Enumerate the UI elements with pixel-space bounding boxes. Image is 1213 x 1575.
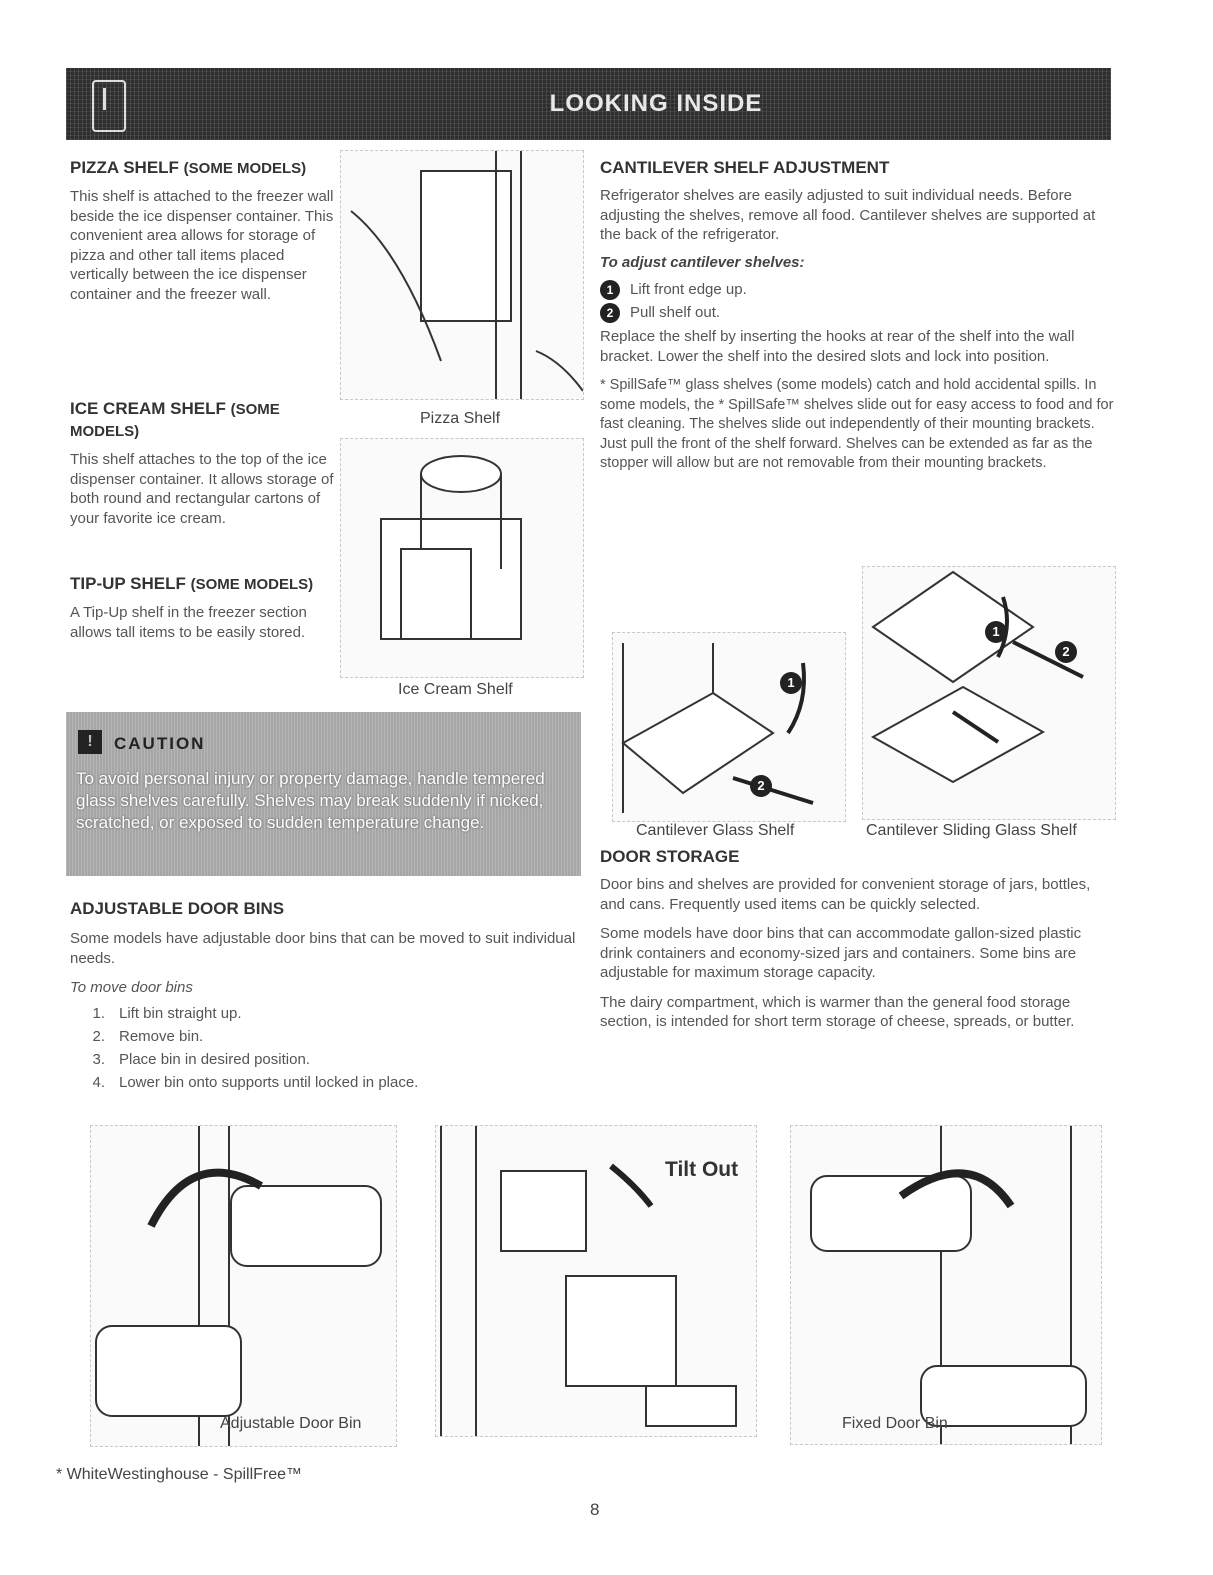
door-bins-text: Some models have adjustable door bins that can be moved to suit individual needs. [70, 930, 576, 967]
page-number: 8 [590, 1500, 600, 1519]
door-storage-text-3: The dairy compartment, which is warmer than the general food storage section, is intended for short term storage of cheese, spreads, or butter. [600, 993, 1075, 1030]
callout-2: 2 [1055, 641, 1077, 663]
cantilever-text: Refrigerator shelves are easily adjusted to suit individual needs. Before adjusting the shelves, remove all food. Cantilever shelves are supported at the back of the refrigerator. [600, 187, 1096, 243]
page-title: LOOKING INSIDE [549, 90, 763, 117]
list-item: 2. Remove bin. [92, 1027, 204, 1045]
cantilever-glass-shelf-illustration [612, 632, 846, 822]
cantilever-subheading: To adjust cantilever shelves: [600, 253, 805, 271]
door-storage-text-1: Door bins and shelves are provided for convenient storage of jars, bottles, and cans. Frequently used items can be quickly selected. [600, 876, 1091, 913]
door-bins-section [70, 898, 580, 1094]
fixed-door-bin-caption: Fixed Door Bin [842, 1415, 948, 1432]
list-item: 4. Lower bin onto supports until locked in place. [92, 1073, 419, 1091]
warning-icon: ! [78, 730, 102, 754]
ice-cream-shelf-heading: ICE CREAM SHELF (SOME MODELS) [70, 399, 280, 440]
list-item: 3. Place bin in desired position. [92, 1050, 310, 1068]
ice-cream-shelf-caption: Ice Cream Shelf [398, 681, 513, 698]
tip-up-shelf-heading: TIP-UP SHELF (SOME MODELS) [70, 574, 314, 593]
cantilever-heading: CANTILEVER SHELF ADJUSTMENT [600, 158, 890, 177]
adjustable-door-bin-caption: Adjustable Door Bin [220, 1415, 362, 1432]
ice-cream-shelf-text: This shelf attaches to the top of the ice dispenser container. It allows storage of both round and rectangular cartons of your favorite ice cream. [70, 451, 334, 527]
caution-box [66, 712, 581, 876]
pizza-shelf-section [70, 157, 340, 304]
callout-2: 2 [750, 775, 772, 797]
pizza-shelf-caption: Pizza Shelf [420, 410, 501, 427]
ice-cream-shelf-section [70, 398, 345, 528]
door-storage-text-2: Some models have door bins that can accommodate gallon-sized plastic drink containers and economy-sized jars and containers. Some bins are adjustable for maximum storage capacity. [600, 925, 1082, 981]
callout-1: 1 [780, 672, 802, 694]
door-bins-heading: ADJUSTABLE DOOR BINS [70, 899, 285, 918]
pizza-shelf-text: This shelf is attached to the freezer wall beside the ice dispenser container. This convenient area allows for storage of pizza and other tall items placed vertically between the ice dispenser container and the freezer wall. [70, 188, 334, 303]
section-banner [66, 68, 1111, 140]
tip-up-shelf-section [70, 573, 330, 642]
cantilever-step-2: 2 Pull shelf out. [600, 303, 1115, 323]
step-2-badge: 2 [600, 303, 620, 323]
caution-text: To avoid personal injury or property damage, handle tempered glass shelves carefully. Shelves may break suddenly if nicked, scratched, or exposed to sudden temperature change. [76, 769, 545, 832]
spillsafe-text: * SpillSafe™ glass shelves (some models) catch and hold accidental spills. In some models, the * SpillSafe™ shelves slide out for easy access to food and for fast cleaning. The shelves slide out independently of their mounting brackets. Just pull the front of the shelf forward. Shelves can be extended as far as the stopper will allow but are not removable from their mounting brackets. [600, 377, 1114, 471]
door-storage-section [600, 846, 1115, 1032]
pizza-shelf-heading: PIZZA SHELF (SOME MODELS) [70, 158, 307, 177]
tip-up-shelf-text: A Tip-Up shelf in the freezer section allows tall items to be easily stored. [70, 604, 307, 641]
callout-1: 1 [985, 621, 1007, 643]
refrigerator-icon [92, 80, 126, 132]
adjustable-door-bin-illustration [90, 1125, 397, 1447]
footnote: * WhiteWestinghouse - SpillFree™ [56, 1466, 303, 1483]
cantilever-section [600, 157, 1115, 474]
cantilever-sliding-shelf-caption: Cantilever Sliding Glass Shelf [866, 822, 1077, 839]
cantilever-glass-shelf-caption: Cantilever Glass Shelf [636, 822, 795, 839]
tilt-out-label: Tilt Out [665, 1158, 739, 1181]
fixed-door-bin-illustration [790, 1125, 1102, 1445]
door-bins-steps [70, 1002, 580, 1094]
pizza-shelf-illustration [340, 150, 584, 400]
door-storage-heading: DOOR STORAGE [600, 847, 740, 866]
cantilever-step-1: 1 Lift front edge up. [600, 280, 1115, 300]
cantilever-replace-text: Replace the shelf by inserting the hooks at rear of the shelf into the wall bracket. Lower the shelf into the desired slots and lock into position. [600, 328, 1075, 365]
door-bins-subheading: To move door bins [70, 979, 193, 996]
caution-label: CAUTION [114, 734, 206, 753]
list-item: 1. Lift bin straight up. [92, 1004, 242, 1022]
ice-cream-shelf-illustration [340, 438, 584, 678]
step-1-badge: 1 [600, 280, 620, 300]
cantilever-sliding-shelf-illustration [862, 566, 1116, 820]
